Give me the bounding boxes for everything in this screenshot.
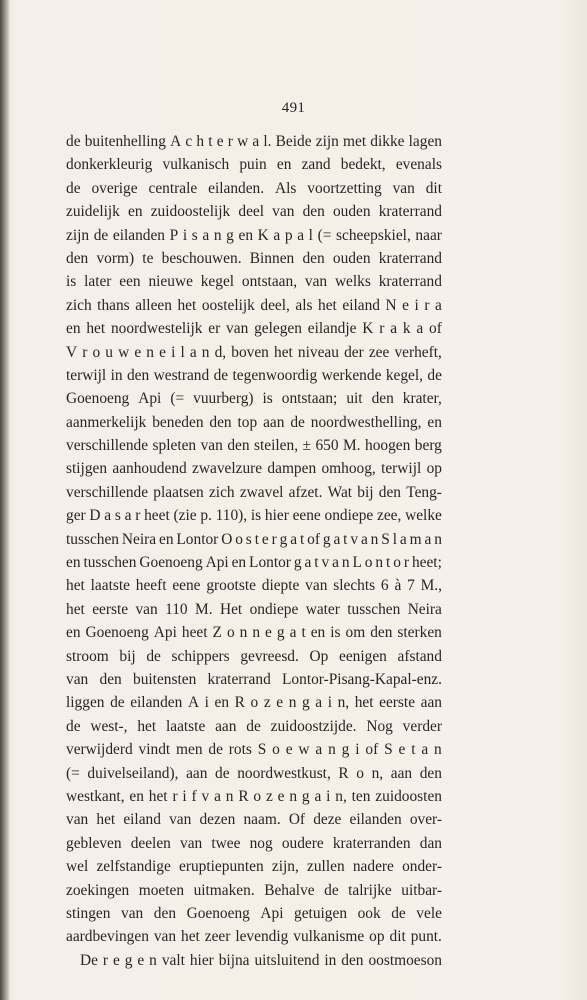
text-line: en Goenoeng Api heet Z o n n e g a t en is om den sterken — [66, 624, 442, 642]
text-line: liggen de eilanden A i en R o z e n g a i n, het eerste aan — [66, 694, 442, 712]
text-line: den vorm) te beschouwen. Binnen den ouden kraterrand — [66, 249, 442, 267]
text-line: donkerkleurig vulkanisch puin en zand bedekt, evenals — [66, 156, 442, 174]
text-line: stijgen aanhoudend zwavelzure dampen omhoog, terwijl op — [66, 460, 442, 478]
text-line: stingen van den Goenoeng Api getuigen ook de vele — [66, 904, 442, 922]
text-line: zuidelijk en zuidoostelijk deel van den ouden kraterrand — [66, 203, 442, 221]
text-line: verwijderd vindt men de rots S o e w a n g i of S e t a n — [66, 741, 442, 759]
text-line: westkant, en het r i f v a n R o z e n g a i n, ten zuidoosten — [66, 787, 442, 805]
text-line: tusschen Neira en Lontor O o s t e r g a t of g a t v a n S l a m a n — [66, 530, 442, 548]
body-text — [66, 130, 442, 972]
text-line: verschillende plaatsen zich zwavel afzet. Wat bij den Teng- — [66, 483, 442, 501]
page-number: 491 — [281, 100, 306, 116]
text-line: aanmerkelijk beneden den top aan de noordwesthelling, en — [66, 413, 442, 431]
book-spine-shadow — [0, 0, 10, 1000]
text-line: V r o u w e n e i l a n d, boven het niveau der zee verheft, — [66, 343, 442, 361]
text-line: de overige centrale eilanden. Als voortzetting van dit — [66, 179, 442, 197]
text-line: verschillende spleten van den steilen, ± 650 M. hoogen berg — [66, 437, 442, 455]
text-line: zijn de eilanden P i s a n g en K a p a l (= scheepskiel, naar — [66, 226, 442, 244]
text-line: stroom bij de schippers gevreesd. Op eenigen afstand — [66, 647, 442, 665]
text-line: zoekingen moeten uitmaken. Behalve de talrijke uitbar- — [66, 881, 442, 899]
text-line: zich thans alleen het oostelijk deel, als het eiland N e i r a — [66, 296, 442, 314]
text-line: ger D a s a r heet (zie p. 110), is hier eene ondiepe zee, welke — [66, 507, 442, 525]
text-line: Goenoeng Api (= vuurberg) is ontstaan; uit den krater, — [66, 390, 442, 408]
text-line: aardbevingen van het zeer levendig vulkanisme op dit punt. — [66, 928, 442, 946]
text-line: en het noordwestelijk er van gelegen eilandje K r a k a of — [66, 320, 442, 338]
text-line: wel zelfstandige eruptiepunten zijn, zullen nadere onder- — [66, 858, 442, 876]
text-line: de buitenhelling A c h t e r w a l. Beide zijn met dikke lagen — [66, 133, 442, 150]
text-line: het laatste heeft eene grootste diepte van slechts 6 à 7 M., — [66, 577, 442, 595]
text-line: van den buitensten kraterrand Lontor-Pisang-Kapal-enz. — [66, 670, 442, 688]
text-line: de west-, het laatste aan de zuidoostzijde. Nog verder — [66, 717, 442, 735]
text-line: en tusschen Goenoeng Api en Lontor g a t v a n L o n t o r heet; — [66, 554, 442, 572]
text-line: gebleven deelen van twee nog oudere kraterranden dan — [66, 834, 442, 852]
text-line: van het eiland van dezen naam. Of deze eilanden over- — [66, 811, 442, 829]
text-line: (= duivelseiland), aan de noordwestkust, R o n, aan den — [66, 764, 442, 782]
text-line: is later een nieuwe kegel ontstaan, van welks kraterrand — [66, 273, 442, 291]
text-line: het eerste van 110 M. Het ondiepe water tusschen Neira — [66, 600, 442, 618]
text-line: De r e g e n valt hier bijna uitsluitend in den oostmoeson — [80, 951, 442, 969]
text-line: terwijl in den westrand de tegenwoordig werkende kegel, de — [66, 366, 442, 384]
